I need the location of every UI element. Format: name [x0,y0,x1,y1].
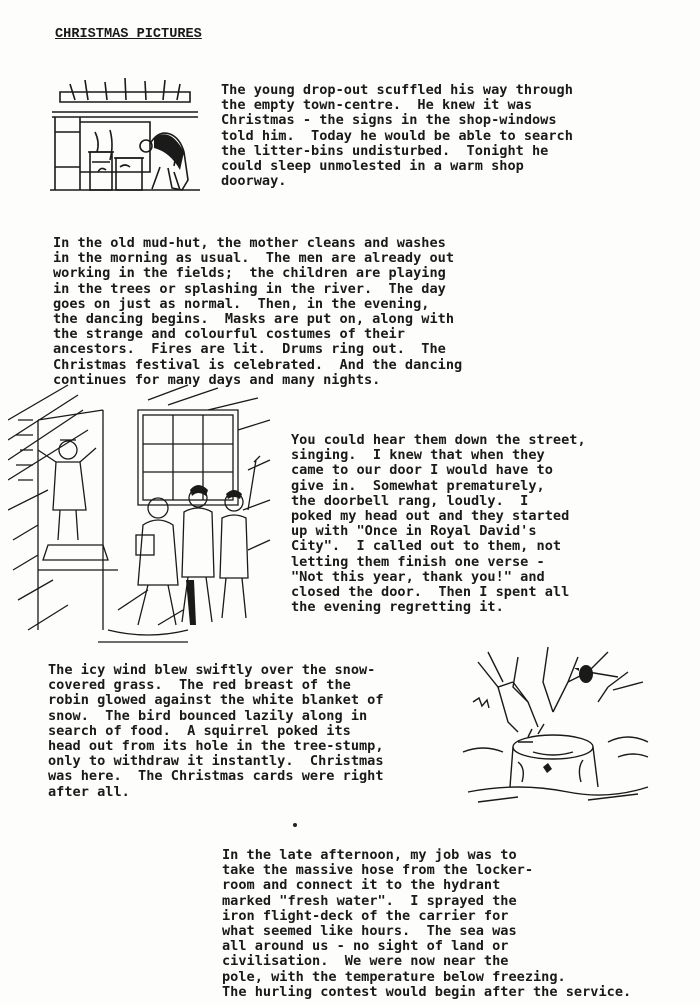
ink-dot [293,823,297,827]
carol-singers-illustration [8,380,273,650]
drop-out-paragraph: The young drop-out scuffled his way through the empty town-centre. He knew it was Christmas - the signs in the shop-windows told him. Today he would be able to search the litter-bins undisturbed. Tonight he could sleep unmolested in a warm shop doorway. [221,82,573,190]
mud-hut-paragraph: In the old mud-hut, the mother cleans and washes in the morning as usual. The men are already out working in the fields; the children are playing in the trees or splashing in the river. The day goes on just as normal. Then, in the evening, the dancing begins. Masks are put on, along with the strange and colourful costumes of their ancestors. Fires are lit. Drums ring out. The Christmas festival is celebrated. And the dancing continues for many days and many nights. [53,235,463,388]
carol-singers-paragraph: You could hear them down the street, singing. I knew that when they came to our door I would have to give in. Somewhat prematurely, the doorbell rang, loudly. I poked my head out and they started up with "Once in Royal David's City". I called out to them, not letting them finish one verse - "Not this year, thank you!" and closed the door. Then I spent all the evening regretting it. [291,432,586,616]
page-title: CHRISTMAS PICTURES [55,27,202,42]
robin-paragraph: The icy wind blew swiftly over the snow- covered grass. The red breast of the robin glowed against the white blanket of snow. The bird bounced lazily along in search of food. A squirrel poked its head out from its hole in the tree-stump, only to withdraw it instantly. Christmas was here. The Christmas cards were right after all. [48,662,384,800]
tree-stump-illustration [458,642,658,812]
drop-out-illustration [50,72,200,197]
flight-deck-paragraph: In the late afternoon, my job was to take the massive hose from the locker- room and connect it to the hydrant marked "fresh water". I sprayed the iron flight-deck of the carrier for what seemed like hours. The sea was all around us - no sight of land or civilisation. We were now near the pole, with the temperature below freezing. The hurling contest would begin after the service. [222,847,632,1000]
